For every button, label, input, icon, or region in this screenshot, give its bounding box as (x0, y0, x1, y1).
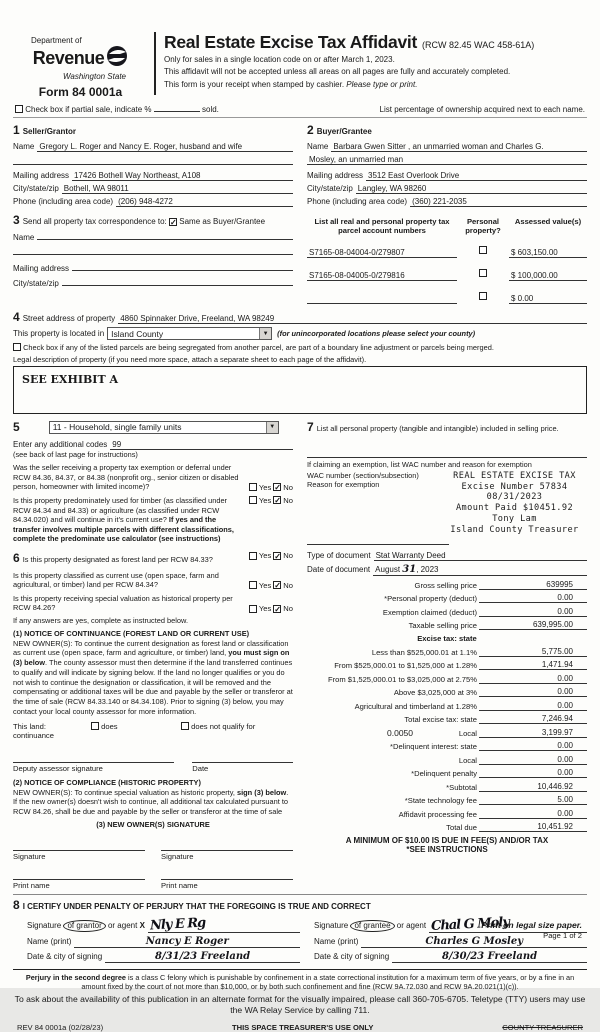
exemption-note: If claiming an exemption, list WAC number and reason for exemption (307, 460, 532, 469)
section-1-number: 1 (13, 123, 20, 137)
delinquent-interest-local-value[interactable]: 0.00 (479, 755, 587, 765)
doc-type-input[interactable]: Stat Warranty Deed (374, 551, 587, 561)
q3-yes-checkbox[interactable] (249, 552, 257, 560)
buyer-name-label: Name (307, 142, 329, 151)
chevron-down-icon: ▼ (266, 422, 278, 433)
reason-exemption-label: Reason for exemption (307, 480, 380, 489)
partial-percent-input[interactable] (154, 111, 200, 112)
header-note-2: This affidavit will not be accepted unless all areas on all pages are fully and accurately completed. (164, 67, 511, 77)
certify-heading: 8 I CERTIFY UNDER PENALTY OF PERJURY THAT THE FOREGOING IS TRUE AND CORRECT (13, 894, 587, 912)
header-divider (154, 32, 156, 95)
subtotal-value[interactable]: 10,446.92 (479, 782, 587, 792)
notice-continuance-body: NEW OWNER(S): To continue the current designation as forest land or classification as current use (open space, farm and agriculture, or timber) land, you must sign on (3) below. The county assessor must then determine if the land transferred continues to qualify and will indicate by signing below. If the land no longer qualifies or you do not wish to continue the designation or classification, it will be removed and the compensating or additional taxes will be due and payable by the seller or transferor at the time of sale (RCW 84.33.140 or 84.34.108). Prior to signing (3) below, you may contact your local county assessor for more information. (13, 638, 293, 716)
q3-no-checkbox[interactable]: ✓ (274, 551, 281, 561)
tier1-tax-value[interactable]: 5,775.00 (479, 647, 587, 657)
q4-no-checkbox[interactable]: ✓ (274, 581, 281, 591)
partial-sale-label: Check box if partial sale, indicate % (25, 105, 152, 114)
same-as-buyer-label: Same as Buyer/Grantee (179, 217, 266, 226)
personal-property-deduct-value[interactable]: 0.00 (479, 593, 587, 603)
delinquent-penalty-value[interactable]: 0.00 (479, 768, 587, 778)
local-rate-value: 0.0050 (387, 727, 413, 738)
exemption-claimed-value[interactable]: 0.00 (479, 607, 587, 617)
buyer-grantee-heading: Buyer/Grantee (316, 127, 372, 136)
q2-yes-checkbox[interactable] (249, 496, 257, 504)
grantor-signature-input[interactable] (148, 917, 300, 933)
segregated-checkbox[interactable] (13, 343, 21, 351)
street-address-input[interactable]: 4860 Spinnaker Drive, Freeland, WA 98249 (118, 314, 587, 324)
personal-property-checkbox[interactable] (479, 269, 487, 277)
grantor-date-handwriting: 8/31/23 Freeland (155, 950, 251, 962)
property-section (13, 310, 587, 414)
county-note: (for unincorporated locations please select your county) (277, 329, 476, 338)
print-name-label: Print name (13, 880, 50, 890)
q1-no-checkbox[interactable]: ✓ (274, 483, 281, 493)
local-tax-value[interactable]: 3,199.97 (479, 728, 587, 738)
grantor-printname-input[interactable] (74, 936, 300, 948)
section-5-number: 5 (13, 420, 20, 434)
grantee-circled-label: of grantee (350, 920, 394, 932)
section-8-number: 8 (13, 897, 20, 912)
treasurer-use-only-label: THIS SPACE TREASURER'S USE ONLY (231, 1023, 374, 1032)
parcel-number-input[interactable]: S7165-08-04004-0/279807 (307, 248, 457, 258)
buyer-grantee-section (307, 121, 587, 207)
grantee-date-label: Date & city of signing (314, 951, 390, 961)
assessed-value-input[interactable]: $ 0.00 (509, 294, 587, 304)
seller-name-input[interactable]: Gregory L. Roger and Nancy E. Roger, husband and wife (37, 142, 293, 152)
parcel-row (307, 286, 587, 304)
new-owner-printname-input-1[interactable] (13, 869, 145, 880)
legal-description-label: Legal description of property (if you need more space, attach a separate sheet to each page of the affidavit). (13, 355, 367, 364)
tax-computation: Gross selling price 639995 *Personal property (deduct) 0.00 Exemption claimed (deduct) 0.00 Taxable selling price 639,995.00 Excise tax: state Less than $525,000.01 at 1.1% 5,775.00 From $525,000.01 to $1,525,000 at 1.28% 1,471.94 From $1,525,000.01 to $3,025,000 at 2.75% 0.00 Above $3,025,000 at 3% 0.00 Agricultural and timberland at 1.28% 0.00 Total excise tax: state 7,246.94 0.0050 Local 3,199.97 *Delinquent interest: state 0.00 Local 0.00 *Delinquent penalty 0.00 *Subtotal 10,446.92 *State technology fee 5.00 Affidavit processing fee 0.00 Total due 10,451.92 (307, 580, 587, 833)
correspondence-name-input-line2[interactable] (13, 245, 293, 255)
page-indicator: Page 1 of 2 (543, 931, 582, 940)
print-name-label: Print name (161, 880, 198, 890)
grantee-printname-handwriting: Charles G Mosley (425, 935, 524, 947)
revenue-wordmark: Revenue (32, 48, 105, 68)
new-owner-signature-input-2[interactable] (161, 840, 293, 851)
washington-state-label: Washington State (62, 72, 126, 81)
assessed-value-header: Assessed value(s) (514, 217, 582, 226)
q1-yes-checkbox[interactable] (249, 483, 257, 491)
treasurer-stamp: REAL ESTATE EXCISE TAX Excise Number 57834 08/31/2023 Amount Paid $10451.92 Tony Lam Island County Treasurer (450, 471, 579, 535)
personal-property-checkbox[interactable] (479, 292, 487, 300)
land-qualify-row: This land: continuance does does not qualify for (13, 721, 256, 740)
seller-phone-input[interactable]: (206) 948-4272 (116, 197, 293, 207)
personal-property-input[interactable] (307, 448, 587, 458)
timber-agriculture-question: Is this property predominately used for timber (as classified under RCW 84.34 and 84.33) or agriculture (as classified under RCW 84.34.020) and will continue in it's current use? If yes and the transfer involves multiple parcels with different classifications, complete the predominate use calculator (see instructions) Yes ✓ No (13, 495, 293, 544)
new-owner-printname-input-2[interactable] (161, 869, 293, 880)
grantor-signature-handwriting: Nly E Rg (149, 915, 206, 934)
rev-number: REV 84 0001a (02/28/23) (17, 1023, 104, 1032)
grantee-signature-handwriting: Chal G Moly (430, 914, 510, 934)
correspondence-city-input[interactable] (62, 276, 293, 286)
doc-type-label: Type of document (307, 551, 371, 561)
see-instructions-note: *SEE INSTRUCTIONS (406, 845, 488, 855)
state-technology-fee-value[interactable]: 5.00 (479, 795, 587, 805)
correspondence-name-input[interactable] (37, 230, 293, 240)
gross-selling-price-value[interactable]: 639995 (479, 580, 587, 590)
land-use-code-value: 11 - Household, single family units (52, 422, 182, 432)
notice-continuance-title: (1) NOTICE OF CONTINUANCE (FOREST LAND OR CURRENT USE) (13, 628, 250, 638)
additional-codes-input[interactable]: 99 (110, 440, 293, 450)
forest-land-question: 6 Is this property designated as forest land per RCW 84.33? Yes ✓ No (13, 551, 293, 565)
grantee-date-handwriting: 8/30/23 Freeland (442, 950, 538, 962)
additional-codes-label: Enter any additional codes (13, 440, 108, 449)
new-owner-signature-title: (3) NEW OWNER(S) SIGNATURE (96, 819, 210, 829)
grantor-date-input[interactable] (105, 951, 300, 963)
legal-description-box[interactable] (13, 366, 587, 414)
section-5-row (13, 420, 293, 434)
agricultural-tax-value[interactable]: 0.00 (479, 701, 587, 711)
total-due-value[interactable]: 10,451.92 (479, 822, 587, 832)
correspondence-section (13, 213, 293, 304)
county-dropdown[interactable] (107, 327, 272, 340)
seller-phone-label: Phone (including area code) (13, 197, 114, 206)
dor-logo (13, 28, 148, 99)
seller-mailing-input[interactable]: 17426 Bothell Way Northeast, A108 (72, 171, 293, 181)
historical-property-question: Is this property receiving special valuation as historical property per RCW 84.26? Yes ✓ No (13, 593, 293, 614)
q5-yes-checkbox[interactable] (249, 605, 257, 613)
county-dropdown-value: Island County (111, 328, 164, 339)
excise-tax-state-header: Excise tax: state (417, 634, 477, 644)
street-address-label: Street address of property (22, 314, 116, 323)
seller-mailing-label: Mailing address (13, 171, 70, 180)
correspondence-city-label: City/state/zip (13, 279, 59, 288)
does-checkbox[interactable] (91, 722, 99, 730)
seller-grantor-heading: Seller/Grantor (22, 127, 77, 136)
buyer-name-input-line2[interactable]: Mosley, an unmarried man (307, 155, 587, 165)
signature-label: Signature (161, 851, 194, 861)
this-land-label: This land: (13, 721, 46, 731)
form-number: Form 84 0001a (38, 85, 123, 99)
header-note-3: This form is your receipt when stamped by cashier. Please type or print. (164, 79, 418, 89)
page-title: Real Estate Excise Tax Affidavit (164, 32, 418, 52)
seller-name-input-line2[interactable] (13, 155, 293, 165)
reason-exemption-input[interactable] (307, 535, 449, 545)
county-treasurer-label: COUNTY TREASURER (502, 1023, 583, 1032)
buyer-phone-label: Phone (including area code) (307, 197, 408, 206)
deputy-assessor-label: Deputy assessor signature (13, 763, 103, 773)
deputy-date-label: Date (192, 763, 209, 773)
q4-yes-checkbox[interactable] (249, 581, 257, 589)
seller-city-input[interactable]: Bothell, WA 98011 (62, 184, 293, 194)
exemption-deferral-question: Was the seller receiving a property tax exemption or deferral under RCW 84.36, 84.37, or 84.38 (nonprofit org., senior citizen or disabled person, homeowner with limited income)? Yes ✓ No (13, 463, 293, 493)
section-2-number: 2 (307, 123, 314, 137)
legal-description-value: SEE EXHIBIT A (22, 373, 118, 386)
assessed-value-input[interactable]: $ 100,000.00 (509, 271, 587, 281)
taxable-selling-price-value[interactable]: 639,995.00 (479, 620, 587, 630)
personal-property-checkbox[interactable] (479, 246, 487, 254)
correspondence-name-label: Name (13, 233, 35, 242)
parcel-row (307, 240, 587, 258)
delinquent-interest-state-value[interactable]: 0.00 (479, 741, 587, 751)
signature-label: Signature (13, 851, 46, 861)
seller-city-label: City/state/zip (13, 184, 59, 193)
wac-number-label: WAC number (section/subsection) (307, 471, 419, 480)
grantor-signature-block: Signature of grantor or agent X Nly E Rg Name (print) Nancy E Roger Date & city of signing 8/31/23 Freeland (13, 914, 300, 963)
seller-grantor-section (13, 121, 293, 207)
q2-no-checkbox[interactable]: ✓ (274, 496, 281, 506)
grantor-printname-handwriting: Nancy E Roger (145, 935, 229, 947)
grantee-date-input[interactable] (392, 951, 587, 963)
land-use-code-dropdown[interactable] (49, 421, 279, 434)
buyer-mailing-input[interactable]: 3512 East Overlook Drive (366, 171, 587, 181)
parcel-table (307, 213, 587, 304)
section-3-number: 3 (13, 213, 20, 227)
form-header (13, 28, 587, 99)
current-use-question: Is this property classified as current use (open space, farm and agricultural, or timber) land per RCW 84.34? Yes ✓ No (13, 570, 293, 591)
buyer-city-input[interactable]: Langley, WA 98260 (356, 184, 587, 194)
deputy-date-input[interactable] (192, 752, 293, 763)
tier4-tax-value[interactable]: 0.00 (479, 687, 587, 697)
dor-swoosh-icon (106, 45, 128, 72)
perjury-note: Perjury in the second degree is a class C felony which is punishable by confinement in a state correctional institution for a maximum term of five years, or by a fine in an amount fixed by the court of not more than $10,000, or by both such confinement and fine (RCW 9A.72.030 and RCW 9A.20.021(1)(c)). (13, 969, 587, 991)
affidavit-processing-fee-value[interactable]: 0.00 (479, 809, 587, 819)
does-not-checkbox[interactable] (181, 722, 189, 730)
codes-note: (see back of last page for instructions) (13, 450, 138, 459)
partial-sold-label: sold. (202, 105, 219, 114)
notice-compliance-title: (2) NOTICE OF COMPLIANCE (HISTORIC PROPERTY) (13, 777, 201, 787)
partial-sale-checkbox[interactable] (15, 105, 23, 113)
alternate-format-note: To ask about the availability of this publication in an alternate format for the visually impaired, please call 360-705-6705. Teletype (TTY) users may use the WA Relay Service by calling 711. (14, 993, 586, 1015)
segregated-note: Check box if any of the listed parcels are being segregated from another parcel, are part of a boundary line adjustment or parcels being merged. (23, 343, 494, 352)
chevron-down-icon: ▼ (259, 328, 271, 339)
print-legal-size-note: Print on legal size paper. (481, 920, 582, 930)
grantor-printname-label: Name (print) (27, 936, 72, 946)
section-7-number: 7 (307, 420, 314, 434)
section-4-number: 4 (13, 310, 20, 324)
buyer-name-input[interactable]: Barbara Gwen Sitter , an unmarried woman and Charles G. (331, 142, 587, 152)
doc-date-label: Date of document (307, 565, 371, 575)
if-yes-note: If any answers are yes, complete as instructed below. (13, 616, 188, 626)
deputy-assessor-signature-input[interactable] (13, 752, 174, 763)
header-note-1: Only for sales in a single location code on or after March 1, 2023. (164, 55, 395, 64)
partial-sale-row (15, 105, 219, 114)
grantee-printname-label: Name (print) (314, 936, 359, 946)
personal-property-section: 7 List all personal property (tangible and intangible) included in selling price. (307, 420, 559, 434)
title-rcw-citation: (RCW 82.45 WAC 458-61A) (422, 40, 535, 50)
grantor-circled-label: of grantor (63, 920, 105, 932)
tier3-tax-value[interactable]: 0.00 (479, 674, 587, 684)
notice-compliance-body: NEW OWNER(S): To continue special valuation as historic property, sign (3) below. If the new owner(s) doesn't wish to continue, all additional tax calculated pursuant to RCW 84.26, shall be due and payable by the seller or transferor at the time of sale (13, 787, 289, 817)
q5-no-checkbox[interactable]: ✓ (274, 604, 281, 614)
parcel-numbers-header: List all real and personal property tax parcel account numbers (314, 217, 450, 235)
buyer-city-label: City/state/zip (307, 184, 353, 193)
correspondence-label: Send all property tax correspondence to: (22, 217, 167, 226)
new-owner-signature-input-1[interactable] (13, 840, 145, 851)
tier2-tax-value[interactable]: 1,471.94 (479, 660, 587, 670)
parcel-row (307, 263, 587, 281)
section-6-number: 6 (13, 551, 20, 565)
total-excise-state-value[interactable]: 7,246.94 (479, 714, 587, 724)
same-as-buyer-checkbox[interactable]: ✓ (170, 218, 177, 227)
buyer-phone-input[interactable]: (360) 221-2035 (410, 197, 587, 207)
correspondence-mailing-label: Mailing address (13, 264, 70, 273)
parcel-number-input[interactable]: S7165-08-04005-0/279816 (307, 271, 457, 281)
grantee-signature-block: Signature of grantee or agent Chal G Moly Name (print) Charles G Mosley Date & city of signing 8/30/23 Freeland (314, 914, 587, 963)
doc-date-handwritten: 31 (402, 564, 417, 576)
located-in-label: This property is located in (13, 329, 105, 338)
dept-of-label: Department of (31, 36, 82, 45)
parcel-number-input[interactable] (307, 303, 457, 304)
minimum-due-note: A MINIMUM OF $10.00 IS DUE IN FEE(S) AND/OR TAX (345, 836, 549, 846)
correspondence-mailing-input[interactable] (72, 261, 293, 271)
buyer-mailing-label: Mailing address (307, 171, 364, 180)
grantor-date-label: Date & city of signing (27, 951, 103, 961)
ownership-percentage-note: List percentage of ownership acquired next to each name. (379, 105, 585, 114)
seller-name-label: Name (13, 142, 35, 151)
doc-date-input[interactable]: August 31, 2023 (373, 564, 587, 576)
personal-property-header: Personal property? (465, 217, 501, 235)
assessed-value-input[interactable]: $ 603,150.00 (509, 248, 587, 258)
